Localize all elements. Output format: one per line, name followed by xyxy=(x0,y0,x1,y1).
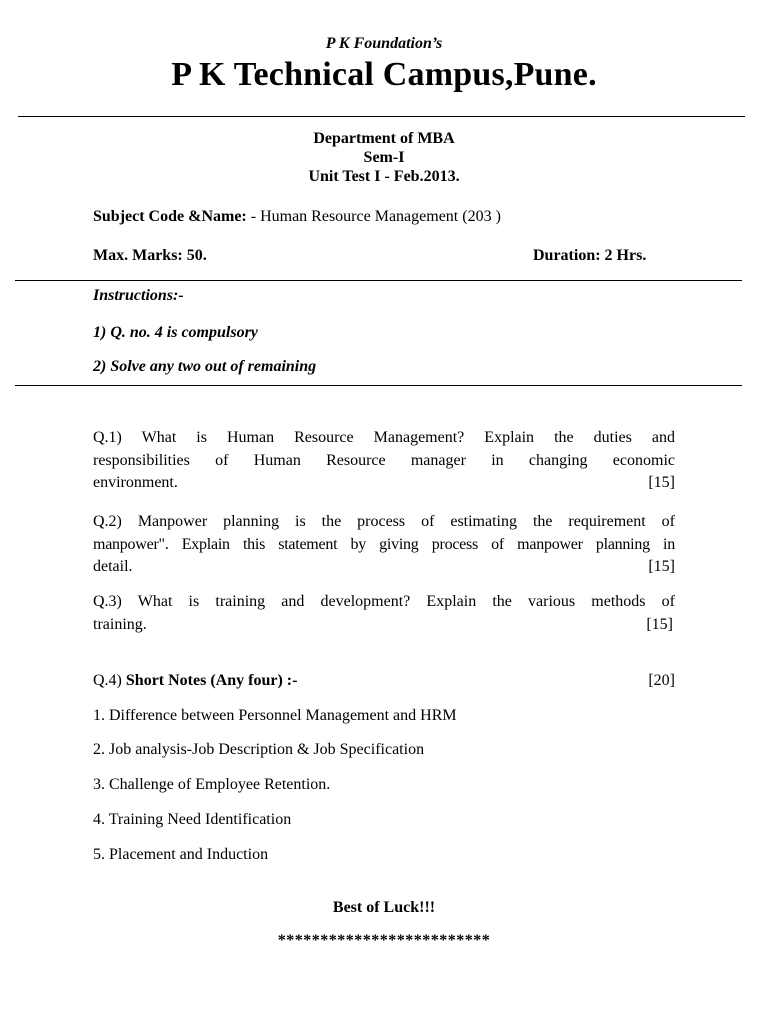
instruction-item: 2) Solve any two out of remaining xyxy=(93,358,317,375)
question-4-title: Short Notes (Any four) :- xyxy=(125,672,298,689)
instructions-title: Instructions:- xyxy=(93,287,184,304)
test-title: Unit Test I - Feb.2013. xyxy=(308,168,460,185)
stars-line: ************************* xyxy=(277,932,491,949)
question-marks: [15] xyxy=(648,474,675,491)
note-item: 5. Placement and Induction xyxy=(93,846,269,863)
question-line: Q.2) Manpower planning is the process of estimating the requirement of xyxy=(93,513,675,530)
note-item: 2. Job analysis-Job Description & Job Specification xyxy=(93,741,425,758)
question-marks: [20] xyxy=(648,672,675,689)
question-line: responsibilities of Human Resource manager in changing economic xyxy=(93,451,675,469)
exam-info-block xyxy=(0,129,768,186)
duration: Duration: 2 Hrs. xyxy=(533,247,647,264)
question-4-prefix: Q.4) xyxy=(93,672,126,689)
max-marks: Max. Marks: 50. xyxy=(93,247,207,264)
question-line: Q.3) What is training and development? Explain the various methods of xyxy=(93,593,675,610)
question-line: detail. xyxy=(93,558,133,575)
subject-line xyxy=(93,206,501,228)
campus-title: P K Technical Campus,Pune. xyxy=(171,56,597,93)
subject-label: Subject Code &Name: xyxy=(93,208,247,225)
best-of-luck: Best of Luck!!! xyxy=(332,899,436,916)
semester-label: Sem-I xyxy=(363,149,405,166)
question-last-line xyxy=(93,556,675,579)
note-item: 4. Training Need Identification xyxy=(93,811,292,828)
question-marks: [15] xyxy=(646,615,673,633)
section-divider-1 xyxy=(15,280,742,281)
header-divider xyxy=(18,116,745,117)
question-last-line xyxy=(93,614,675,637)
question-line: environment. xyxy=(93,474,178,491)
question-4-header xyxy=(93,670,675,693)
question-2-text xyxy=(93,511,675,579)
note-item: 1. Difference between Personnel Management and HRM xyxy=(93,707,457,724)
question-4-title-wrap xyxy=(93,670,297,693)
foundation-name: P K Foundation’s xyxy=(325,35,443,52)
question-line: Q.1) What is Human Resource Management? Explain the duties and xyxy=(93,429,675,446)
department-name: Department of MBA xyxy=(313,130,455,147)
question-3-text xyxy=(93,591,675,636)
note-item: 3. Challenge of Employee Retention. xyxy=(93,776,331,793)
subject-value: - Human Resource Management (203 ) xyxy=(246,208,501,225)
question-1-text xyxy=(93,427,675,495)
section-divider-2 xyxy=(15,385,742,386)
question-line: training. xyxy=(93,615,147,633)
question-4-line xyxy=(93,670,675,693)
question-last-line xyxy=(93,472,675,495)
instruction-item: 1) Q. no. 4 is compulsory xyxy=(93,324,258,341)
question-marks: [15] xyxy=(648,558,675,575)
question-line: manpower". Explain this statement by giving process of manpower planning in xyxy=(93,535,675,553)
